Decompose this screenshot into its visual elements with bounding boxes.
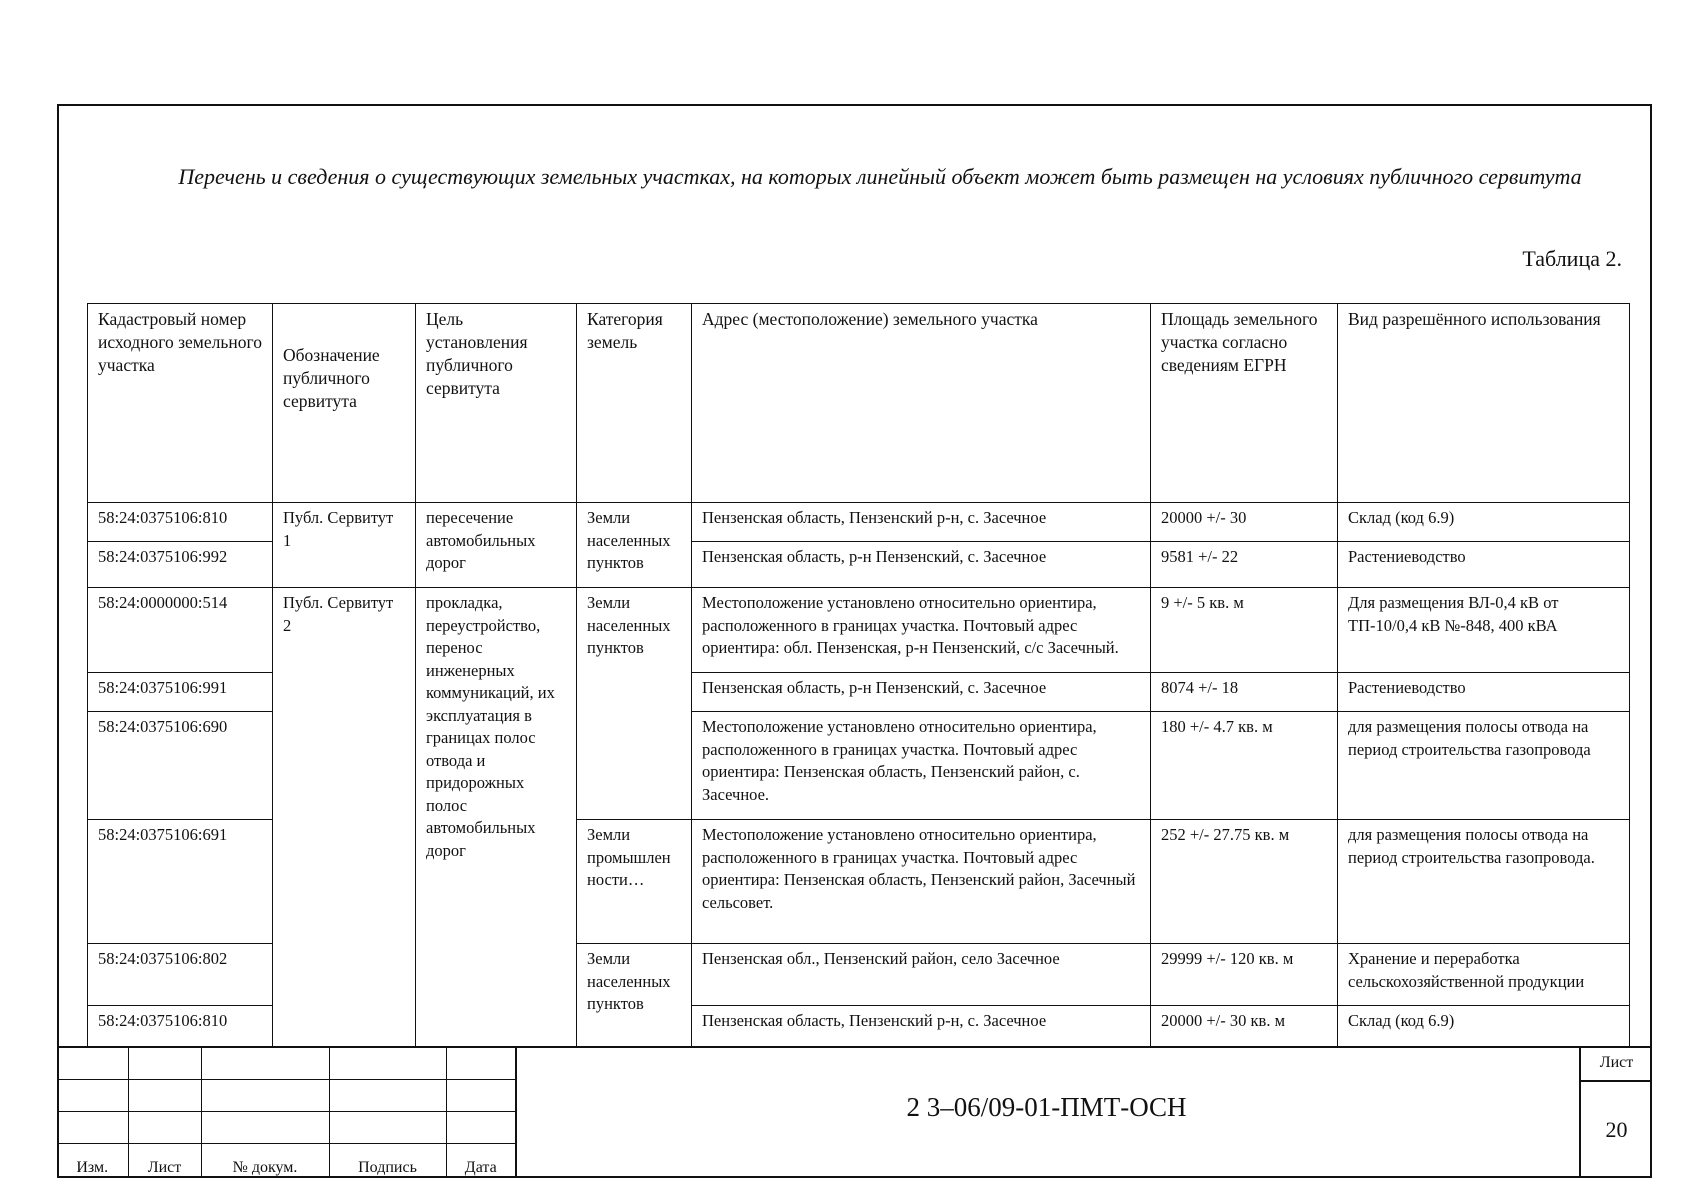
sheet-label: Лист	[1581, 1046, 1652, 1082]
table-row	[88, 503, 1630, 542]
cell-use: для размещения полосы отвода на период строительства газопровода	[1338, 712, 1630, 820]
header-use: Вид разрешённого использования	[1338, 304, 1630, 503]
cell-address: Пензенская область, р-н Пензенский, с. Засечное	[692, 542, 1151, 588]
cell-address: Местоположение установлено относительно ориентира, расположенного в границах участка. Почтовый адрес ориентира: Пензенская область, Пензенский район, с. Засечное.	[692, 712, 1151, 820]
document-title: Перечень и сведения о существующих земельных участках, на которых линейный объект может быть размещен на условиях публичного сервитута	[178, 164, 1582, 189]
cell-area: 20000 +/- 30	[1151, 503, 1338, 542]
table-header-row	[88, 304, 1630, 503]
cell-cadastral: 58:24:0000000:514	[88, 588, 273, 673]
cell-cadastral: 58:24:0375106:810	[88, 1006, 273, 1047]
cell-cadastral: 58:24:0375106:802	[88, 944, 273, 1006]
cell-area: 20000 +/- 30 кв. м	[1151, 1006, 1338, 1047]
cell-use: Растениеводство	[1338, 542, 1630, 588]
stamp-label-izm: Изм.	[57, 1144, 128, 1178]
cell-area: 29999 +/- 120 кв. м	[1151, 944, 1338, 1006]
cell-address: Пензенская область, Пензенский р-н, с. Засечное	[692, 1006, 1151, 1047]
cell-address: Пензенская область, Пензенский р-н, с. Засечное	[692, 503, 1151, 542]
cell-cadastral: 58:24:0375106:992	[88, 542, 273, 588]
header-servitude: Обозначение публичного сервитута	[273, 304, 416, 503]
stamp-label-sign: Подпись	[329, 1144, 446, 1178]
table-row	[88, 588, 1630, 673]
cell-use: для размещения полосы отвода на период строительства газопровода.	[1338, 820, 1630, 944]
cell-area: 9581 +/- 22	[1151, 542, 1338, 588]
cell-category: Земли промышлен ности…	[577, 820, 692, 944]
table-label: Таблица 2.	[1522, 246, 1622, 271]
cell-servitude: Публ. Сервитут 2	[273, 588, 416, 1047]
cell-use: Склад (код 6.9)	[1338, 1006, 1630, 1047]
cell-category: Земли населенных пунктов	[577, 588, 692, 820]
cell-address: Пензенская область, р-н Пензенский, с. Засечное	[692, 673, 1151, 712]
cell-use: Растениеводство	[1338, 673, 1630, 712]
cell-purpose: прокладка, переустройство, перенос инженерных коммуникаций, их эксплуатация в границах полос отвода и придорожных полос автомобильных дорог	[416, 588, 577, 1047]
cell-cadastral: 58:24:0375106:691	[88, 820, 273, 944]
cell-purpose: пересечение автомобильных дорог	[416, 503, 577, 588]
cell-use: Склад (код 6.9)	[1338, 503, 1630, 542]
sheet-number: 20	[1605, 1117, 1628, 1142]
cell-use: Хранение и переработка сельскохозяйственной продукции	[1338, 944, 1630, 1006]
cell-area: 252 +/- 27.75 кв. м	[1151, 820, 1338, 944]
cell-address: Пензенская обл., Пензенский район, село Засечное	[692, 944, 1151, 1006]
cell-use: Для размещения ВЛ-0,4 кВ от ТП-10/0,4 кВ №-848, 400 кВА	[1338, 588, 1630, 673]
cell-area: 8074 +/- 18	[1151, 673, 1338, 712]
header-address: Адрес (местоположение) земельного участка	[692, 304, 1151, 503]
header-category: Категория земель	[577, 304, 692, 503]
sheet-box	[1579, 1046, 1652, 1178]
header-area: Площадь земельного участка согласно сведениям ЕГРН	[1151, 304, 1338, 503]
cell-address: Местоположение установлено относительно ориентира, расположенного в границах участка. Почтовый адрес ориентира: Пензенская область, Пензенский район, Засечный сельсовет.	[692, 820, 1151, 944]
cell-address: Местоположение установлено относительно ориентира, расположенного в границах участка. Почтовый адрес ориентира: обл. Пензенская, р-н Пензенский, с/с Засечный.	[692, 588, 1151, 673]
cell-category: Земли населенных пунктов	[577, 503, 692, 588]
cell-cadastral: 58:24:0375106:690	[88, 712, 273, 820]
stamp-label-list: Лист	[128, 1144, 201, 1178]
cell-area: 9 +/- 5 кв. м	[1151, 588, 1338, 673]
header-cadastral: Кадастровый номер исходного земельного участка	[88, 304, 273, 503]
cell-servitude: Публ. Сервитут 1	[273, 503, 416, 588]
land-plots-table	[87, 303, 1630, 1047]
stamp-label-doc: № докум.	[201, 1144, 329, 1178]
cell-cadastral: 58:24:0375106:991	[88, 673, 273, 712]
cell-cadastral: 58:24:0375106:810	[88, 503, 273, 542]
stamp-label-date: Дата	[446, 1144, 516, 1178]
cell-area: 180 +/- 4.7 кв. м	[1151, 712, 1338, 820]
header-purpose: Цель установления публичного сервитута	[416, 304, 577, 503]
cell-category: Земли населенных пунктов	[577, 944, 692, 1047]
revision-grid	[57, 1048, 517, 1178]
document-code: 2 3–06/09-01-ПМТ-ОСН	[906, 1092, 1187, 1122]
